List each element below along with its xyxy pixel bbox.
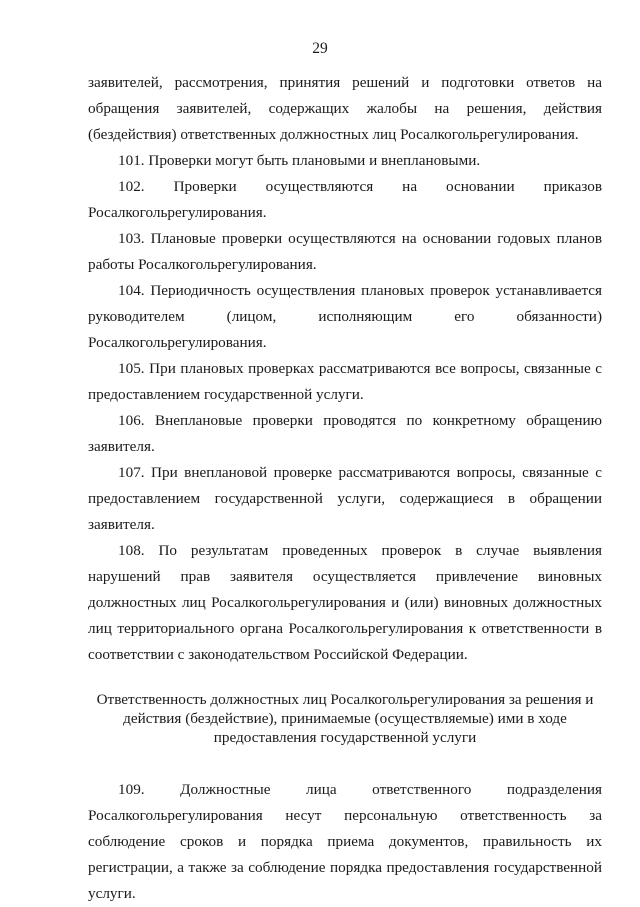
paragraph-101: 101. Проверки могут быть плановыми и внеплановыми. xyxy=(118,152,481,169)
paragraph-103: 103. Плановые проверки осуществляются на основании годовых планов работы Росалкогольрегулирования. xyxy=(88,230,602,273)
paragraph-106: 106. Внеплановые проверки проводятся по конкретному обращению заявителя. xyxy=(88,412,602,455)
section-heading: Ответственность должностных лиц Росалкогольрегулирования за решения и действия (бездействие), принимаемые (осуществляемые) ими в ходе предоставления государственной услуги xyxy=(96,691,594,746)
paragraph-continuation: заявителей, рассмотрения, принятия решений и подготовки ответов на обращения заявителей, содержащих жалобы на решения, действия (бездействия) ответственных должностных лиц Росалкогольрегулирования. xyxy=(88,74,602,143)
paragraph-104-line-3: Росалкогольрегулирования. xyxy=(88,334,267,351)
paragraph-104-line-2: руководителем (лицом, исполняющим его обязанности) xyxy=(88,308,602,325)
document-body xyxy=(88,70,602,907)
paragraph-107: 107. При внеплановой проверке рассматриваются вопросы, связанные с предоставлением государственной услуги, содержащиеся в обращении заявителя. xyxy=(88,464,602,533)
paragraph-104-line-1: 104. Периодичность осуществления плановых проверок устанавливается xyxy=(118,282,602,299)
paragraph-102-line-2: Росалкогольрегулирования. xyxy=(88,204,267,221)
paragraph-108: 108. По результатам проведенных проверок в случае выявления нарушений прав заявителя осуществляется привлечение виновных должностных лиц Росалкогольрегулирования и (или) виновных должностных лиц территориального органа Росалкогольрегулирования к ответственности в соответствии с законодательством Российской Федерации. xyxy=(88,542,602,663)
paragraph-105: 105. При плановых проверках рассматриваются все вопросы, связанные с предоставлением государственной услуги. xyxy=(88,360,602,403)
paragraph-109: 109. Должностные лица ответственного подразделения Росалкогольрегулирования несут персональную ответственность за соблюдение сроков и порядка приема документов, правильность их регистрации, а также за соблюдение порядка предоставления государственной услуги. xyxy=(88,781,602,902)
paragraph-102-line-1: 102. Проверки осуществляются на основании приказов xyxy=(118,178,602,195)
page-number: 29 xyxy=(312,40,328,57)
